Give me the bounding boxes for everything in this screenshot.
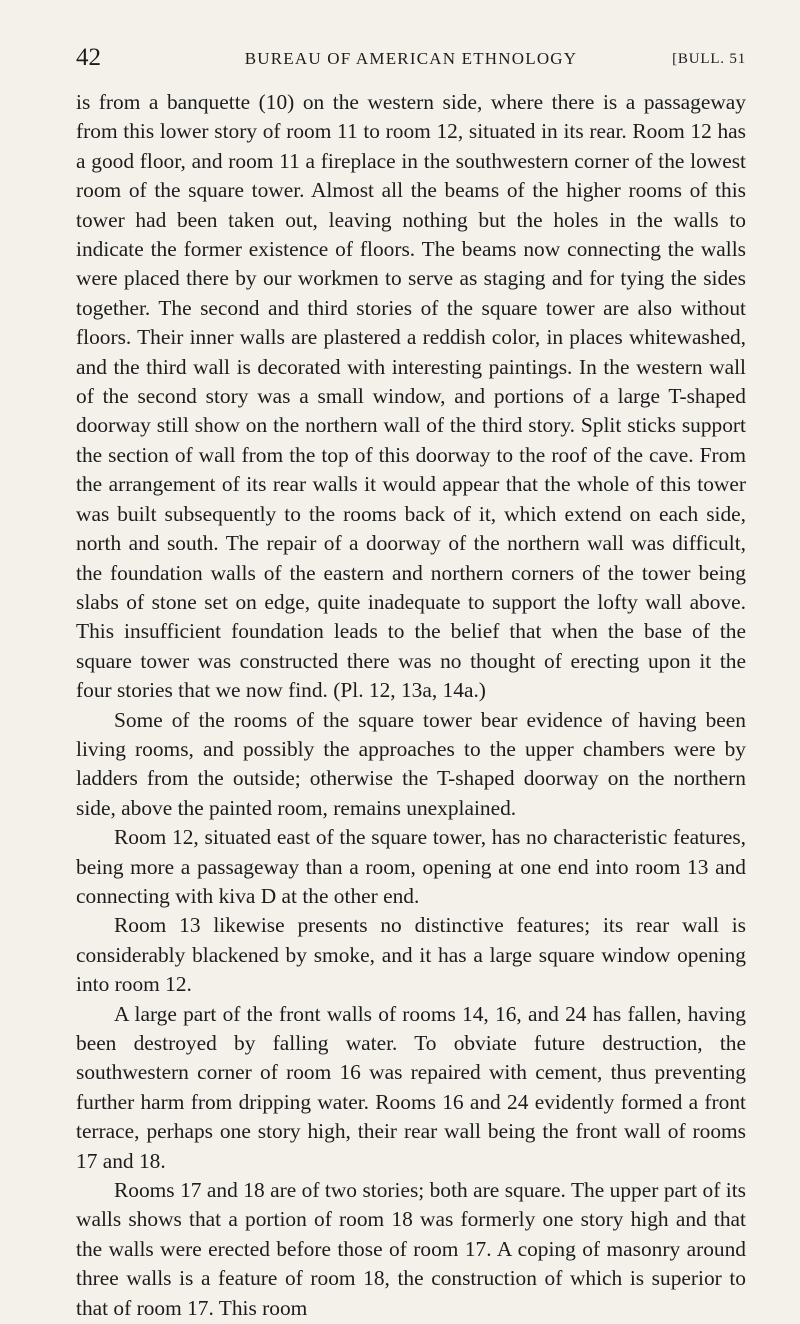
bulletin-reference: [BULL. 51: [672, 51, 746, 67]
paragraph: A large part of the front walls of rooms 14, 16, and 24 has fallen, having been destroyed by falling water. To obviate future destruction, the southwestern corner of room 16 was repaired with cement, thus preventing further harm from dripping water. Rooms 16 and 24 evidently formed a front terrace, perhaps one story high, their rear wall being the front wall of rooms 17 and 18.: [76, 1001, 746, 1173]
paragraph: Rooms 17 and 18 are of two stories; both are square. The upper part of its walls shows that a portion of room 18 was formerly one story high and that the walls were erected before those of room 17. A coping of masonry around three walls is a feature of room 18, the construction of which is superior to that of room 17. This room: [76, 1178, 746, 1320]
paragraph: Room 12, situated east of the square tower, has no characteristic features, being more a passageway than a room, opening at one end into room 13 and connecting with kiva D at the other end.: [76, 825, 746, 908]
paragraph: is from a banquette (10) on the western side, where there is a passageway from this lower story of room 11 to room 12, situated in its rear. Room 12 has a good floor, and room 11 a fireplace in the southwestern corner of the lowest room of the square tower. Almost all the beams of the higher rooms of this tower had been taken out, leaving nothing but the holes in the walls to indicate the former existence of floors. The beams now connecting the walls were placed there by our workmen to serve as staging and for tying the sides together. The second and third stories of the square tower are also without floors. Their inner walls are plastered a reddish color, in places whitewashed, and the third wall is decorated with interesting paintings. In the western wall of the second story was a small window, and portions of a large T-shaped doorway still show on the northern wall of the third story. Split sticks support the section of wall from the top of this doorway to the roof of the cave. From the arrangement of its rear walls it would appear that the whole of this tower was built subsequently to the rooms back of it, which extend on each side, north and south. The repair of a doorway of the northern wall was difficult, the foundation walls of the eastern and northern corners of the tower being slabs of stone set on edge, quite inadequate to support the lofty wall above. This insufficient foundation leads to the belief that when the base of the square tower was constructed there was no thought of erecting upon it the four stories that we now find. (Pl. 12, 13a, 14a.): [76, 90, 746, 703]
body-text: [76, 88, 746, 1323]
page-number: 42: [76, 44, 101, 71]
running-head: BUREAU OF AMERICAN ETHNOLOGY: [244, 49, 578, 68]
paragraph: Room 13 likewise presents no distinctive features; its rear wall is considerably blackened by smoke, and it has a large square window opening into room 12.: [76, 913, 746, 997]
paragraph: Some of the rooms of the square tower bear evidence of having been living rooms, and possibly the approaches to the upper chambers were by ladders from the outside; otherwise the T-shaped doorway on the northern side, above the painted room, remains unexplained.: [76, 707, 746, 820]
page-header: [76, 42, 746, 74]
